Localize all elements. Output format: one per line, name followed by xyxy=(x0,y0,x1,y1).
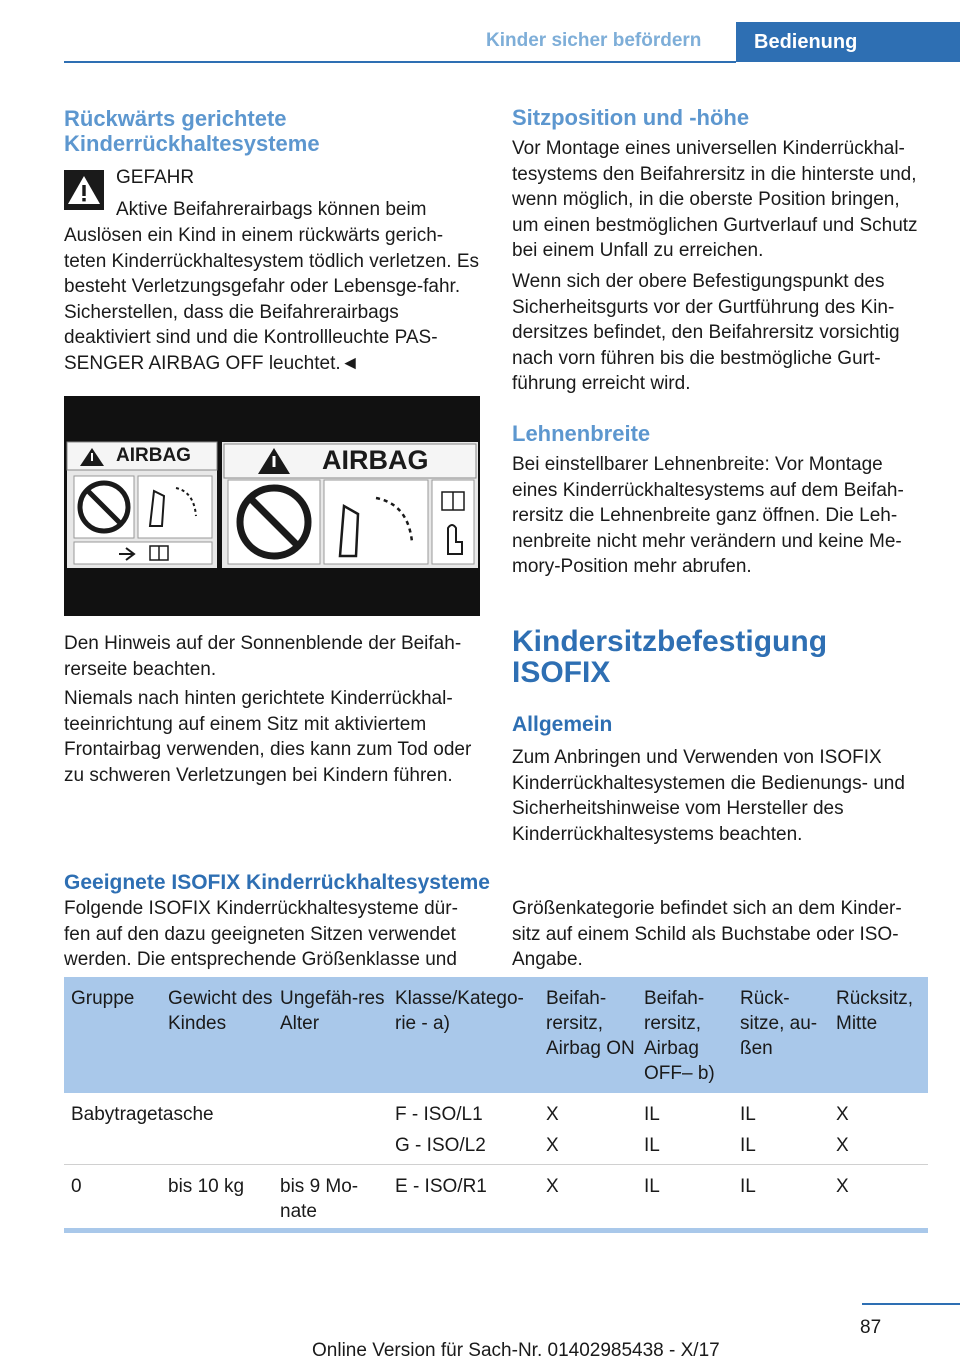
right-paragraph-seat-position: Vor Montage eines universellen Kinderrückhal-tesystems den Beifahrersitz in die hinterste und, wenn möglich, in die oberste Position bringen, um einen bestmöglichen Gurtverlauf und Schutz bei einem Unfall zu erreichen. xyxy=(512,138,918,261)
table-header-cell: Gruppe xyxy=(71,988,135,1009)
table-header-cell: Beifah-rersitz, Airbag OFF– b) xyxy=(644,988,715,1084)
heading-rearward-facing: Rückwärts gerichtete Kinderrückhaltesysteme xyxy=(64,106,320,156)
table-cell-line: X xyxy=(836,1104,849,1125)
table-cell: 0 xyxy=(71,1176,82,1197)
right-paragraph-backrest-width: Bei einstellbarer Lehnenbreite: Vor Montage eines Kinderrückhaltesystems auf dem Beifah-rersitz die Lehnenbreite ganz öffnen. Die Leh-nenbreite nicht mehr verändern und keine Me-mory-Position mehr abrufen. xyxy=(512,454,904,577)
table-cell xyxy=(733,1102,829,1164)
heading-isofix: Kindersitzbefestigung ISOFIX xyxy=(512,625,828,689)
running-header-tab: Bedienung xyxy=(736,22,960,62)
table-cell: IL xyxy=(644,1176,660,1197)
footer-text: Online Version für Sach-Nr. 01402985438 - X/17 xyxy=(312,1340,720,1361)
table-cell xyxy=(829,1102,928,1164)
airbag-sticker-label-small: AIRBAG xyxy=(116,445,191,466)
table-cell: bis 9 Mo-nate xyxy=(280,1176,359,1222)
warning-label: GEFAHR xyxy=(116,167,195,188)
heading-suitable-isofix: Geeignete ISOFIX Kinderrückhaltesysteme xyxy=(64,871,490,894)
table-header-cell: Klasse/Katego-rie - a) xyxy=(395,988,524,1034)
table-header-row xyxy=(64,977,928,1093)
table-cell-line: X xyxy=(546,1104,559,1125)
isofix-table xyxy=(64,977,928,1233)
table-row xyxy=(64,1165,928,1228)
right-paragraph-general: Zum Anbringen und Verwenden von ISOFIX Kinderrückhaltesystemen die Bedienungs- und Sicherheitshinweise vom Hersteller des Kinderrückhaltesystems beachten. xyxy=(512,747,905,845)
running-header-section: Kinder sicher befördern xyxy=(486,30,702,51)
left-paragraph-never-rearward: Niemals nach hinten gerichtete Kinderrückhal-teeinrichtung auf einem Sitz mit aktiviertem Frontairbag verwenden, dies kann zum Tod oder zu schweren Verletzungen bei Kindern führen. xyxy=(64,688,472,786)
table-header-cell: Beifah-rersitz, Airbag ON xyxy=(546,988,635,1059)
table-cell: X xyxy=(546,1176,559,1197)
heading-general: Allgemein xyxy=(512,713,613,736)
table-header-cell: Rück-sitze, au-ßen xyxy=(740,988,818,1059)
right-paragraph-anchor-point: Wenn sich der obere Befestigungspunkt des Sicherheitsgurts vor der Gurtführung des Kin-dersitzes befindet, den Beifahrersitz vorsichtig nach vorn führen bis die bestmögliche Gurt-führung erreicht wird. xyxy=(512,271,900,394)
table-cell xyxy=(637,1102,733,1164)
table-header-cell: Ungefäh-res Alter xyxy=(280,988,385,1034)
table-cell-line: X xyxy=(546,1135,559,1156)
left-paragraph-sunvisor: Den Hinweis auf der Sonnenblende der Beifah-rerseite beachten. xyxy=(64,633,462,680)
table-cell: E - ISO/R1 xyxy=(395,1176,487,1197)
airbag-sticker-image xyxy=(64,396,480,616)
table-cell-line: IL xyxy=(644,1104,660,1125)
table-cell-line: F - ISO/L1 xyxy=(395,1104,483,1125)
table-cell: IL xyxy=(740,1176,756,1197)
heading-seat-position: Sitzposition und -höhe xyxy=(512,105,750,130)
table-cell xyxy=(539,1102,637,1164)
table-bottom-rule xyxy=(64,1228,928,1233)
page-number: 87 xyxy=(860,1317,882,1338)
table-cell-line: IL xyxy=(740,1104,756,1125)
warning-text-first-line: Aktive Beifahrerairbags können beim xyxy=(116,199,427,220)
table-row xyxy=(64,1093,928,1165)
header-rule xyxy=(64,61,736,63)
table-cell-line: IL xyxy=(644,1135,660,1156)
heading-backrest-width: Lehnenbreite xyxy=(512,421,651,446)
warning-text: Auslösen ein Kind in einem rückwärts gerich-teten Kinderrückhaltesystem tödlich verletzen. Es besteht Verletzungsgefahr oder Lebensge-fahr. Sicherstellen, dass die Beifahrerairbags deaktiviert sind und die Kontrollleuchte PAS-SENGER AIRBAG OFF leuchtet.◄ xyxy=(64,225,480,374)
table-cell-line: IL xyxy=(740,1135,756,1156)
footer-rule xyxy=(862,1303,960,1305)
table-cell-line: X xyxy=(836,1135,849,1156)
table-cell: Babytragetasche xyxy=(71,1104,214,1125)
left-column xyxy=(64,106,484,156)
table-cell: X xyxy=(836,1176,849,1197)
warning-icon xyxy=(64,170,104,210)
table-cell: bis 10 kg xyxy=(168,1176,245,1197)
table-header-cell: Rücksitz, Mitte xyxy=(836,988,914,1034)
airbag-sticker-label-large: AIRBAG xyxy=(322,445,429,475)
table-header-cell: Gewicht des Kindes xyxy=(168,988,273,1034)
isofix-text-left: Folgende ISOFIX Kinderrückhaltesysteme dür-fen auf den dazu geeigneten Sitzen verwendet werden. Die entsprechende Größenklasse und xyxy=(64,898,458,970)
isofix-text-right: Größenkategorie befindet sich an dem Kinder-sitz auf einem Schild als Buchstabe oder ISO-Angabe. xyxy=(512,898,902,970)
table-cell xyxy=(388,1102,539,1164)
table-cell-line: G - ISO/L2 xyxy=(395,1135,486,1156)
